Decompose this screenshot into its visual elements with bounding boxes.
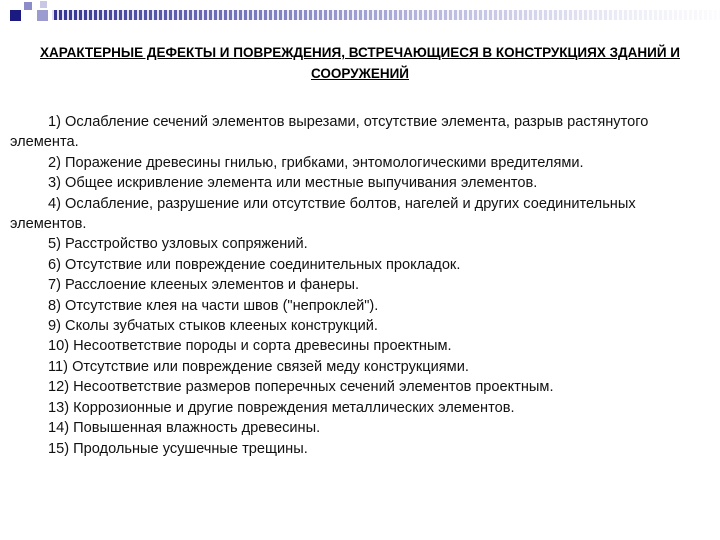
decor-square: [40, 1, 47, 8]
list-item: 2) Поражение древесины гнилью, грибками, энтомологическими вредителями.: [48, 154, 584, 171]
list-item: 15) Продольные усушечные трещины.: [48, 440, 308, 457]
list-item: 6) Отсутствие или повреждение соединительных прокладок.: [48, 256, 461, 273]
list-item: 7) Расслоение клееных элементов и фанеры.: [48, 277, 360, 294]
header-decoration: [0, 0, 720, 26]
list-item: 11) Отсутствие или повреждение связей меду конструкциями.: [48, 358, 469, 375]
list-item: 12) Несоответствие размеров поперечных сечений элементов проектным.: [48, 379, 554, 396]
list-item: 10) Несоответствие породы и сорта древесины проектным.: [48, 338, 452, 355]
list-item: 4) Ослабление, разрушение или отсутствие болтов, нагелей и других соединительных элементов.: [10, 195, 636, 233]
list-item: 9) Сколы зубчатых стыков клееных конструкций.: [48, 318, 378, 335]
list-item: 1) Ослабление сечений элементов вырезами, отсутствие элемента, разрыв растянутого элемента.: [10, 114, 649, 151]
decor-square: [37, 10, 48, 21]
list-item: 8) Отсутствие клея на части швов ("непроклей").: [48, 297, 379, 314]
list-item: 5) Расстройство узловых сопряжений.: [48, 236, 308, 253]
list-item: 14) Повышенная влажность древесины.: [48, 420, 321, 437]
defects-list: [10, 112, 710, 459]
decor-square: [24, 2, 32, 10]
decor-square: [10, 10, 21, 21]
list-item: 3) Общее искривление элемента или местные выпучивания элементов.: [48, 175, 538, 192]
list-item: 13) Коррозионные и другие повреждения металлических элементов.: [48, 399, 515, 416]
decor-gradient-bar: [52, 10, 720, 20]
slide-title: ХАРАКТЕРНЫЕ ДЕФЕКТЫ И ПОВРЕЖДЕНИЯ, ВСТРЕЧАЮЩИЕСЯ В КОНСТРУКЦИЯХ ЗДАНИЙ И СООРУЖЕНИЙ: [40, 45, 681, 81]
